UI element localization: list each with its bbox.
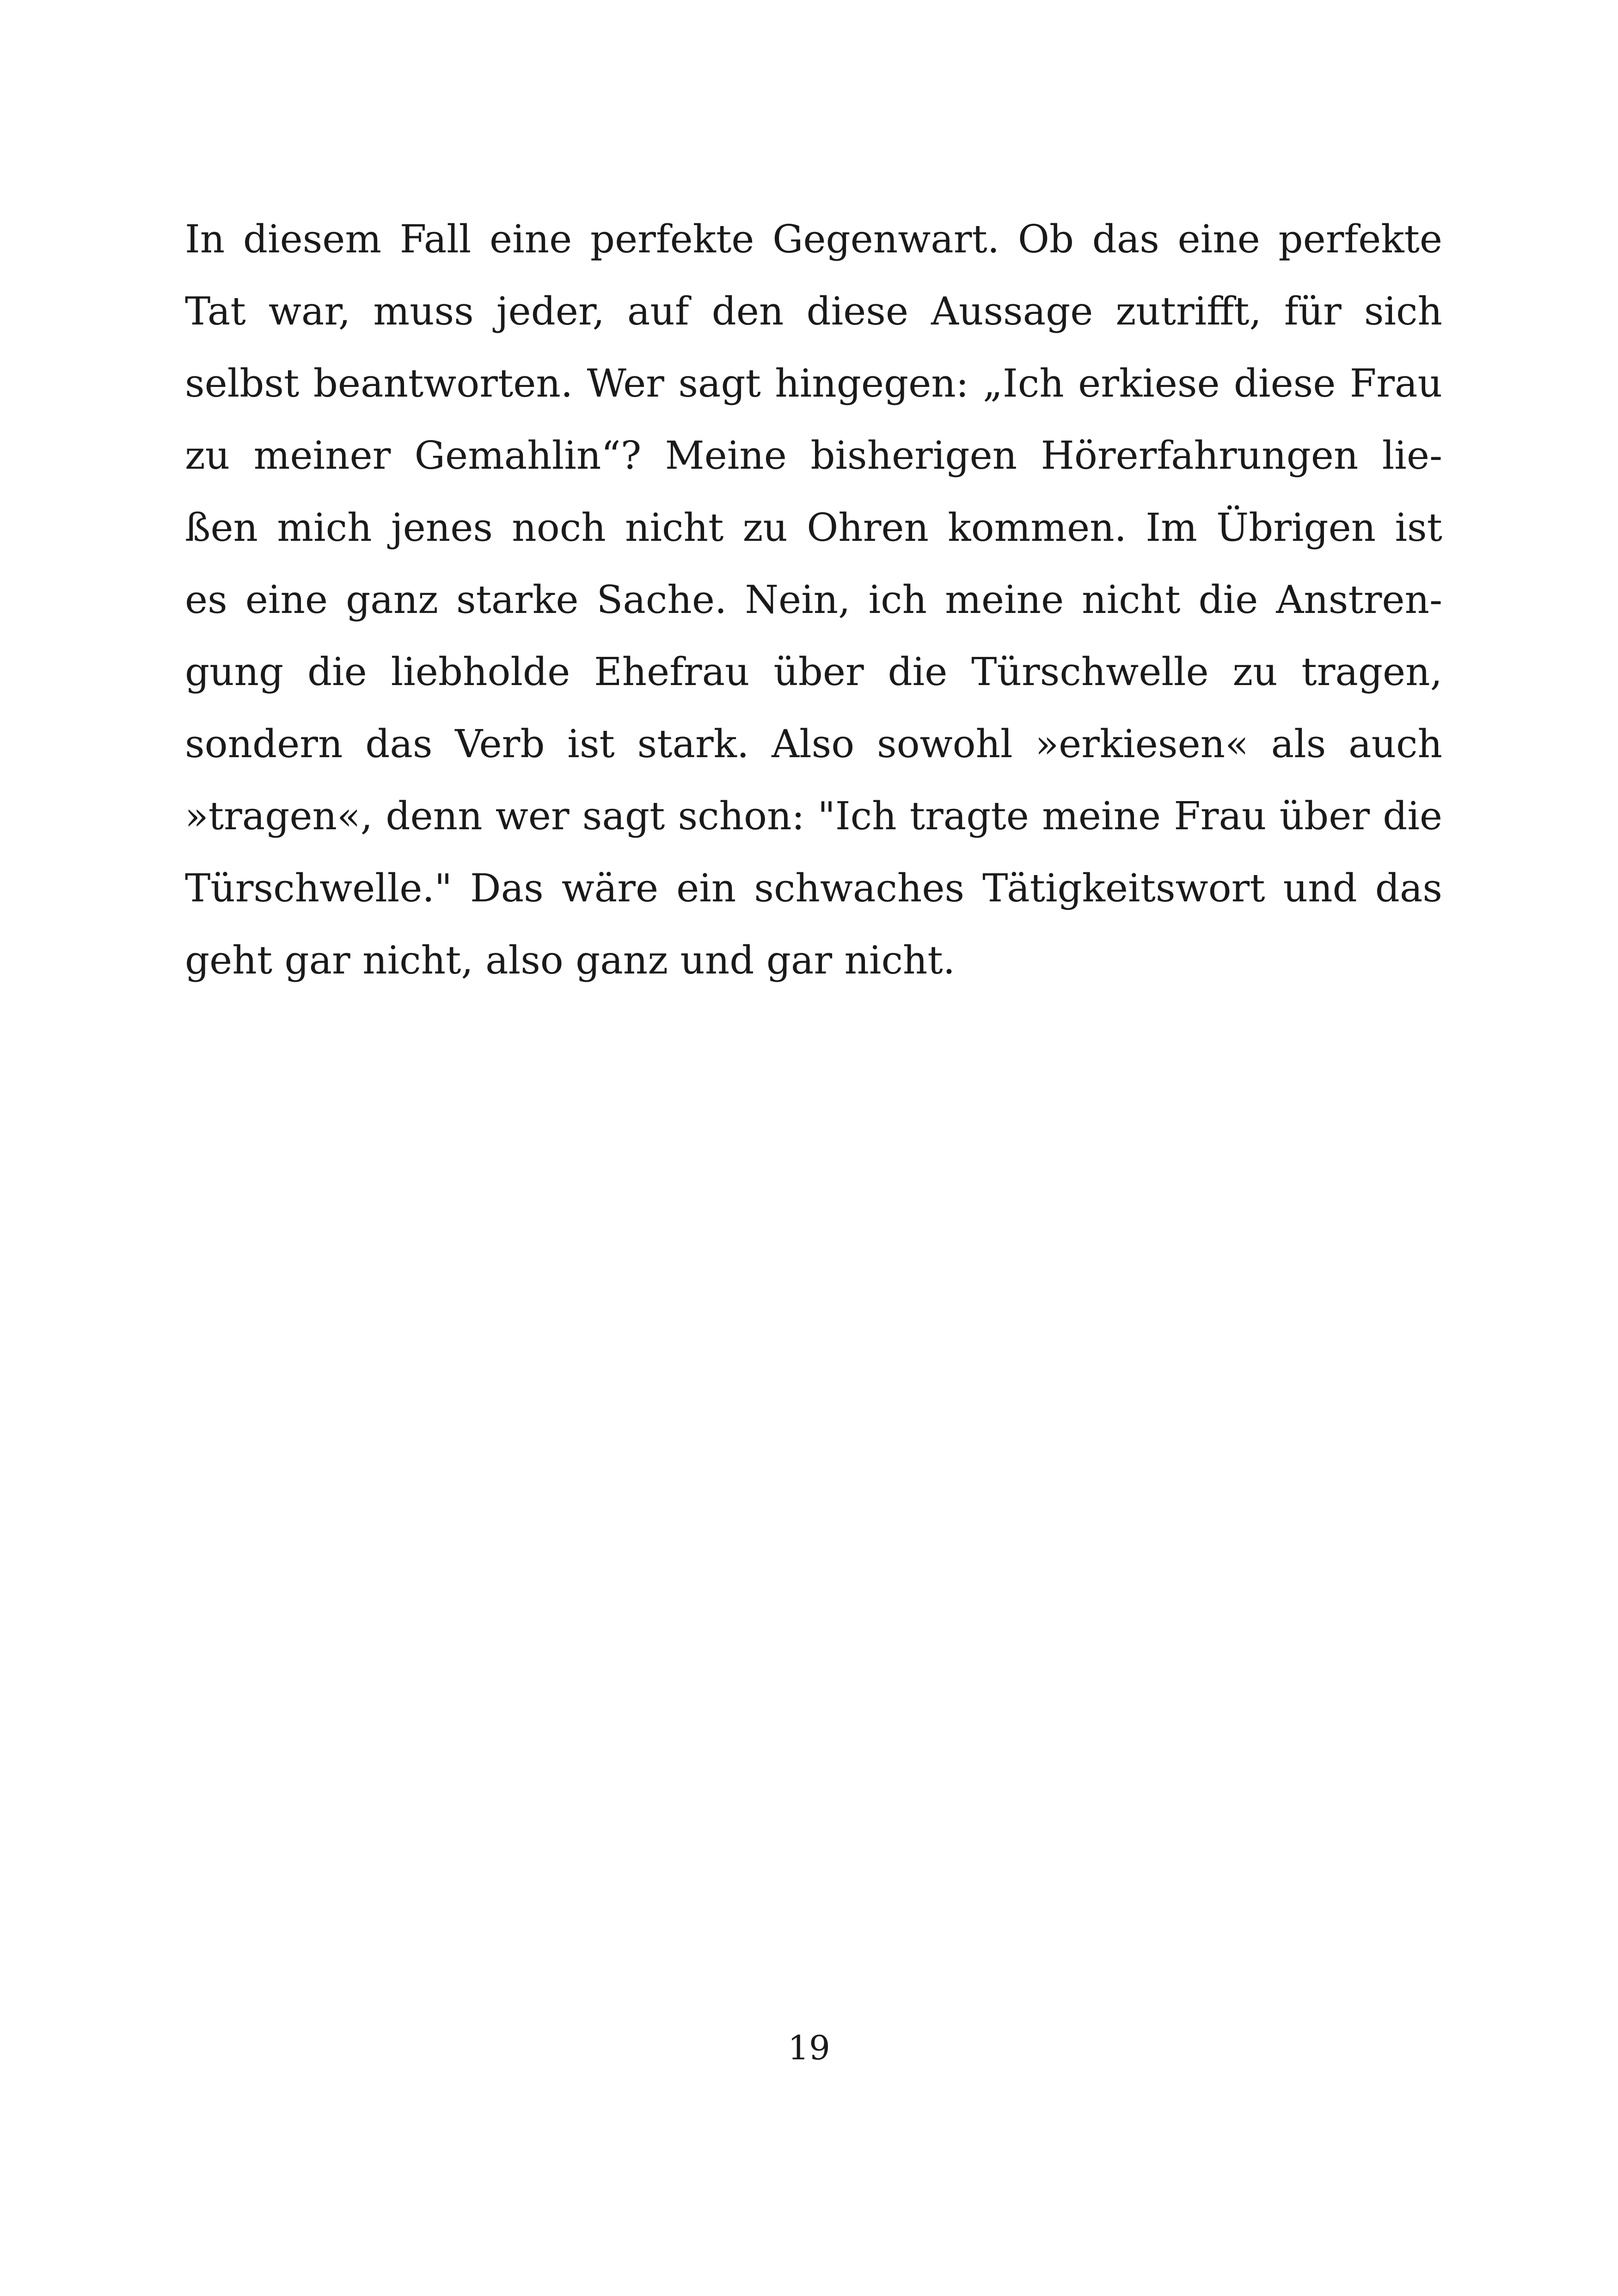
text-line: In diesem Fall eine perfekte Gegenwart. Ob das eine perfekte [185, 217, 1442, 262]
text-line: es eine ganz starke Sache. Nein, ich meine nicht die Anstren- [185, 577, 1442, 622]
text-line: sondern das Verb ist stark. Also sowohl »erkiesen« als auch [185, 722, 1442, 766]
text-line: »tragen«, denn wer sagt schon: "Ich tragte meine Frau über die [185, 794, 1442, 839]
text-line: selbst beantworten. Wer sagt hingegen: „Ich erkiese diese Frau [185, 361, 1442, 406]
body-paragraph [185, 203, 1442, 997]
text-line: Tat war, muss jeder, auf den diese Aussage zutrifft, für sich [185, 289, 1442, 334]
text-line: ßen mich jenes noch nicht zu Ohren kommen. Im Übrigen ist [185, 505, 1442, 550]
text-line: zu meiner Gemahlin“? Meine bisherigen Hörerfahrungen lie- [185, 433, 1442, 478]
text-line: gung die liebholde Ehefrau über die Türschwelle zu tragen, [185, 649, 1442, 694]
text-line: geht gar nicht, also ganz und gar nicht. [185, 938, 956, 983]
page-number: 19 [788, 2028, 830, 2067]
text-line: Türschwelle." Das wäre ein schwaches Tätigkeitswort und das [185, 866, 1442, 911]
